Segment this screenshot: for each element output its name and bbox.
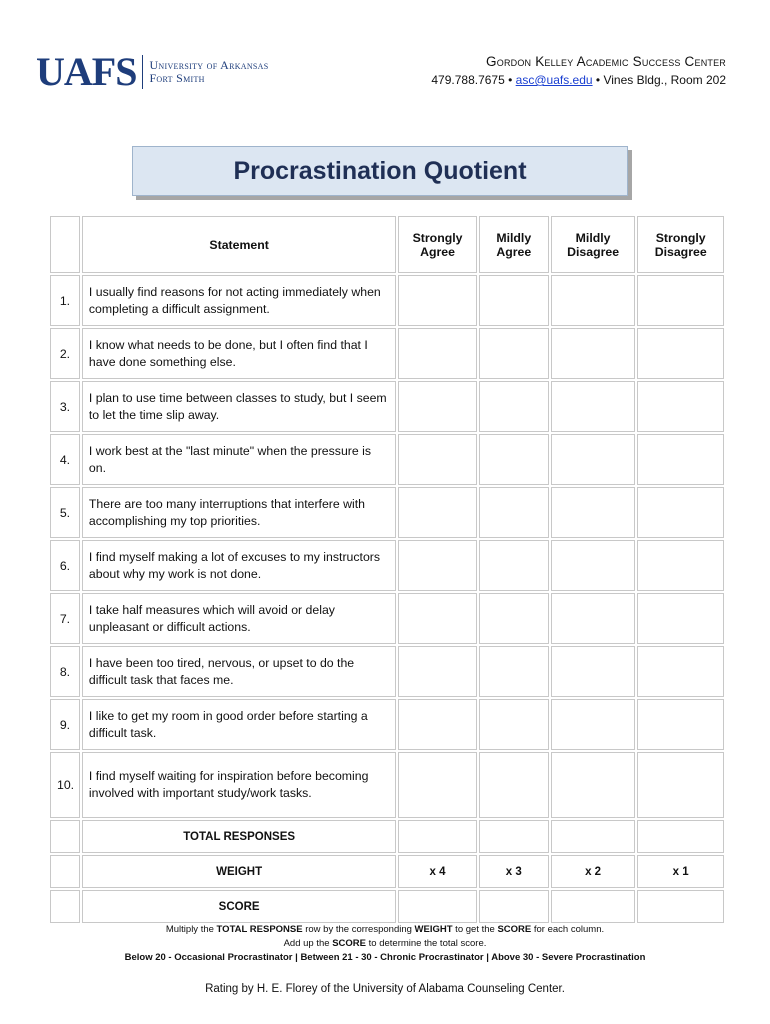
question-statement: I plan to use time between classes to study, but I seem to let the time slip away. <box>82 381 396 432</box>
center-info <box>431 54 726 87</box>
response-mildly-disagree[interactable] <box>551 328 636 379</box>
question-number: 7. <box>50 593 80 644</box>
logo-text <box>149 59 268 85</box>
total-strongly-agree[interactable] <box>398 820 476 853</box>
credit-line: Rating by H. E. Florey of the University of Alabama Counseling Center. <box>205 983 565 995</box>
response-mildly-agree[interactable] <box>479 540 549 591</box>
total-strongly-disagree[interactable] <box>637 820 724 853</box>
response-mildly-agree[interactable] <box>479 487 549 538</box>
header-mildly-agree: Mildly Agree <box>479 216 549 273</box>
response-mildly-disagree[interactable] <box>551 434 636 485</box>
header-strongly-disagree: Strongly Disagree <box>637 216 724 273</box>
question-statement: I have been too tired, nervous, or upset to do the difficult task that faces me. <box>82 646 396 697</box>
response-mildly-disagree[interactable] <box>551 540 636 591</box>
response-mildly-disagree[interactable] <box>551 487 636 538</box>
question-statement: There are too many interruptions that interfere with accomplishing my top priorities. <box>82 487 396 538</box>
response-strongly-disagree[interactable] <box>637 593 724 644</box>
question-number: 1. <box>50 275 80 326</box>
question-statement: I take half measures which will avoid or delay unpleasant or difficult actions. <box>82 593 396 644</box>
foot-num-cell <box>50 820 80 853</box>
table-row <box>50 752 724 818</box>
response-mildly-disagree[interactable] <box>551 699 636 750</box>
question-statement: I find myself making a lot of excuses to my instructors about why my work is not done. <box>82 540 396 591</box>
response-mildly-disagree[interactable] <box>551 381 636 432</box>
response-strongly-agree[interactable] <box>398 328 476 379</box>
header-num-cell <box>50 216 80 273</box>
question-statement: I work best at the "last minute" when the pressure is on. <box>82 434 396 485</box>
foot-num-cell <box>50 890 80 923</box>
total-mildly-disagree[interactable] <box>551 820 636 853</box>
score-label: SCORE <box>82 890 396 923</box>
response-mildly-agree[interactable] <box>479 593 549 644</box>
weight-mildly-disagree: x 2 <box>551 855 636 888</box>
response-mildly-agree[interactable] <box>479 381 549 432</box>
score-strongly-disagree[interactable] <box>637 890 724 923</box>
weight-strongly-agree: x 4 <box>398 855 476 888</box>
response-strongly-disagree[interactable] <box>637 434 724 485</box>
response-mildly-disagree[interactable] <box>551 275 636 326</box>
question-number: 3. <box>50 381 80 432</box>
table-row <box>50 646 724 697</box>
weight-label: WEIGHT <box>82 855 396 888</box>
header-mildly-disagree: Mildly Disagree <box>551 216 636 273</box>
foot-num-cell <box>50 855 80 888</box>
response-strongly-disagree[interactable] <box>637 699 724 750</box>
question-statement: I like to get my room in good order before starting a difficult task. <box>82 699 396 750</box>
response-strongly-agree[interactable] <box>398 699 476 750</box>
score-mildly-agree[interactable] <box>479 890 549 923</box>
response-strongly-agree[interactable] <box>398 593 476 644</box>
center-contact <box>431 73 726 87</box>
response-strongly-agree[interactable] <box>398 487 476 538</box>
response-mildly-agree[interactable] <box>479 646 549 697</box>
page-title: Procrastination Quotient <box>233 156 527 185</box>
question-number: 9. <box>50 699 80 750</box>
instruction-line-2: Add up the SCORE to determine the total score. <box>283 938 487 949</box>
header-strongly-agree: Strongly Agree <box>398 216 476 273</box>
response-strongly-agree[interactable] <box>398 752 476 818</box>
question-statement: I find myself waiting for inspiration before becoming involved with important study/work tasks. <box>82 752 396 818</box>
question-number: 8. <box>50 646 80 697</box>
question-number: 4. <box>50 434 80 485</box>
weight-strongly-disagree: x 1 <box>637 855 724 888</box>
email-link[interactable]: asc@uafs.edu <box>515 73 593 87</box>
logo-line1: University of Arkansas <box>149 58 269 72</box>
response-mildly-agree[interactable] <box>479 699 549 750</box>
table-row <box>50 593 724 644</box>
score-strongly-agree[interactable] <box>398 890 476 923</box>
separator: • <box>508 73 513 87</box>
response-strongly-disagree[interactable] <box>637 381 724 432</box>
header-statement: Statement <box>82 216 396 273</box>
location: Vines Bldg., Room 202 <box>603 73 726 87</box>
table-row <box>50 328 724 379</box>
question-number: 10. <box>50 752 80 818</box>
question-statement: I know what needs to be done, but I often find that I have done something else. <box>82 328 396 379</box>
question-statement: I usually find reasons for not acting immediately when completing a difficult assignment. <box>82 275 396 326</box>
question-number: 2. <box>50 328 80 379</box>
weight-mildly-agree: x 3 <box>479 855 549 888</box>
logo-mark: UAFS <box>36 49 137 94</box>
response-strongly-agree[interactable] <box>398 275 476 326</box>
table-row <box>50 381 724 432</box>
response-mildly-agree[interactable] <box>479 434 549 485</box>
response-strongly-disagree[interactable] <box>637 487 724 538</box>
table-row <box>50 699 724 750</box>
uafs-logo <box>36 49 269 94</box>
response-mildly-disagree[interactable] <box>551 752 636 818</box>
response-strongly-agree[interactable] <box>398 540 476 591</box>
response-strongly-disagree[interactable] <box>637 646 724 697</box>
response-mildly-agree[interactable] <box>479 328 549 379</box>
rating-scale: Below 20 - Occasional Procrastinator | Between 21 - 30 - Chronic Procrastinator | Above 30 - Severe Procrastination <box>124 952 646 963</box>
response-mildly-agree[interactable] <box>479 275 549 326</box>
title-box <box>132 146 628 196</box>
table-row <box>50 487 724 538</box>
weight-row <box>50 855 724 888</box>
separator: • <box>595 73 601 87</box>
table-row <box>50 434 724 485</box>
response-mildly-disagree[interactable] <box>551 646 636 697</box>
center-name: Gordon Kelley Academic Success Center <box>486 54 726 69</box>
total-responses-label: TOTAL RESPONSES <box>82 820 396 853</box>
response-strongly-disagree[interactable] <box>637 752 724 818</box>
total-mildly-agree[interactable] <box>479 820 549 853</box>
logo-divider <box>142 55 143 89</box>
phone: 479.788.7675 <box>431 73 505 87</box>
table-row <box>50 275 724 326</box>
response-strongly-disagree[interactable] <box>637 275 724 326</box>
total-responses-row <box>50 820 724 853</box>
response-mildly-agree[interactable] <box>479 752 549 818</box>
questionnaire-table <box>48 214 726 925</box>
response-strongly-disagree[interactable] <box>637 328 724 379</box>
response-strongly-disagree[interactable] <box>637 540 724 591</box>
question-number: 5. <box>50 487 80 538</box>
score-row <box>50 890 724 923</box>
response-mildly-disagree[interactable] <box>551 593 636 644</box>
table-row <box>50 540 724 591</box>
question-number: 6. <box>50 540 80 591</box>
score-mildly-disagree[interactable] <box>551 890 636 923</box>
table-header-row <box>50 216 724 273</box>
logo-line2: Fort Smith <box>149 71 205 85</box>
instruction-line-1: Multiply the TOTAL RESPONSE row by the corresponding WEIGHT to get the SCORE for each column. <box>165 924 605 935</box>
response-strongly-agree[interactable] <box>398 646 476 697</box>
response-strongly-agree[interactable] <box>398 434 476 485</box>
response-strongly-agree[interactable] <box>398 381 476 432</box>
